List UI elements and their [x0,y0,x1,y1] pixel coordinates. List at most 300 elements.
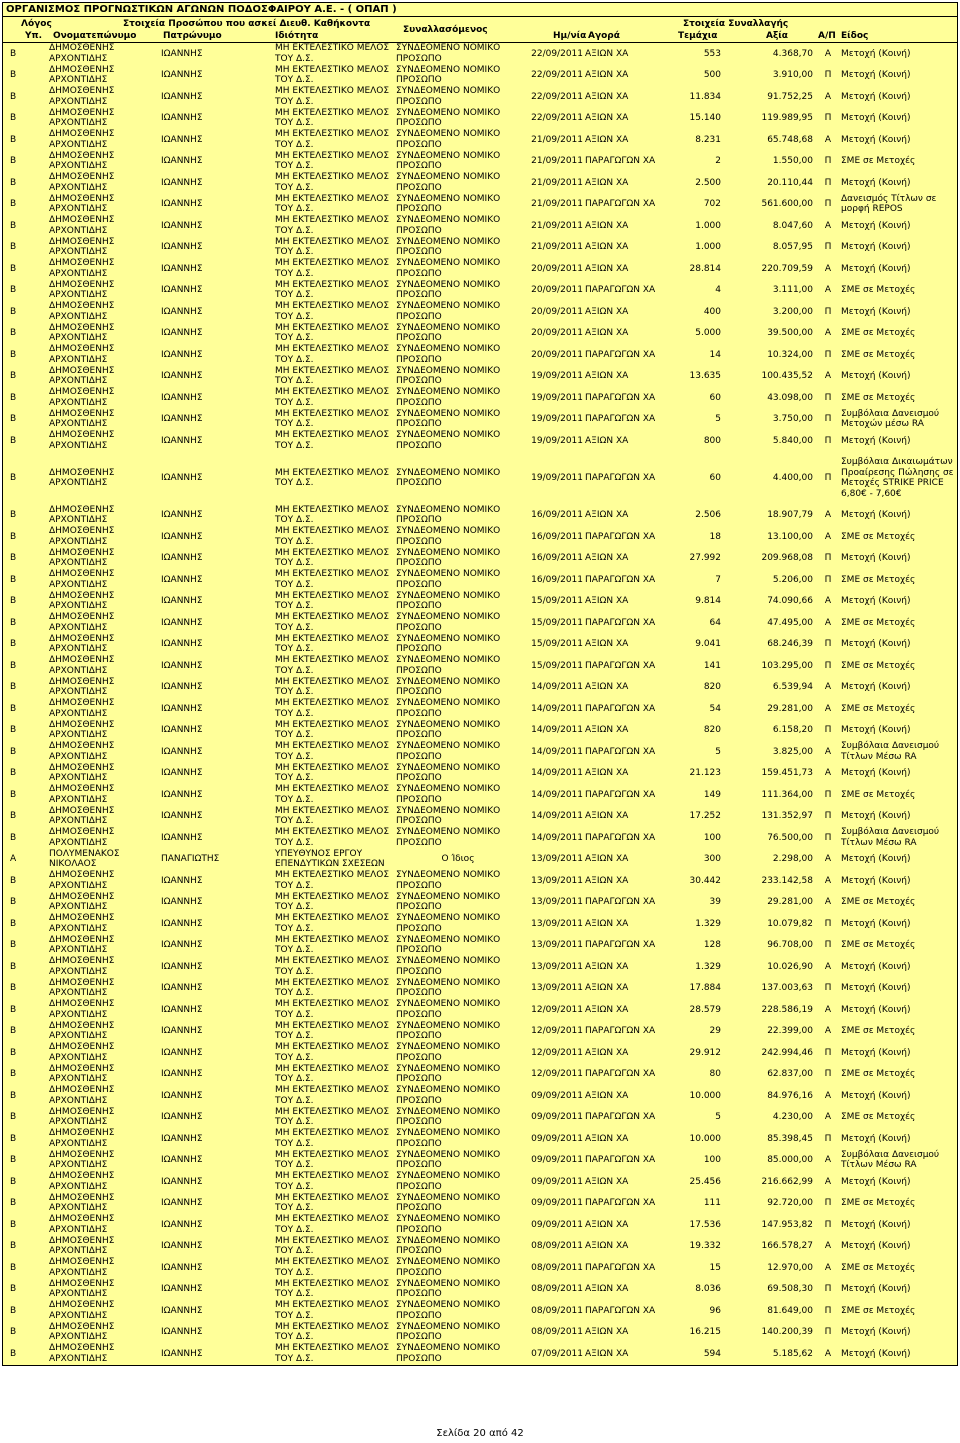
date-cell: 20/09/2011 [531,263,583,274]
value-cell: 561.600,00 [761,199,813,209]
buy-sell-cell: Π [824,1133,832,1144]
father-cell: ΙΩΑΝΝΗΣ [161,961,203,972]
name-cell: ΔΗΜΟΣΘΕΝΗΣ ΑΡΧΟΝΤΙΔΗΣ [49,741,115,762]
type-cell: Μετοχή (Κοινή) [841,875,911,886]
role-cell: ΜΗ ΕΚΤΕΛΕΣΤΙΚΟ ΜΕΛΟΣ ΤΟΥ Δ.Σ. [275,913,390,934]
table-row [2,452,958,505]
role-cell: ΜΗ ΕΚΤΕΛΕΣΤΙΚΟ ΜΕΛΟΣ ΤΟΥ Δ.Σ. [275,193,390,215]
reason-cell: Β [10,371,17,381]
buy-sell-cell: Π [824,113,832,123]
buy-sell-cell: Π [824,1047,832,1058]
date-cell: 09/09/2011 [531,1176,583,1187]
quantity-cell: 17.536 [689,1219,721,1230]
father-cell: ΙΩΑΝΝΗΣ [161,1155,203,1165]
quantity-cell: 27.992 [689,553,721,563]
market-cell: ΑΞΙΩΝ ΧΑ [585,918,629,929]
type-cell: Συμβόλαια Δανεισμού Τίτλων Μέσω RA [841,741,940,762]
name-cell: ΔΗΜΟΣΘΕΝΗΣ ΑΡΧΟΝΤΙΔΗΣ [49,913,115,934]
buy-sell-cell: Α [824,510,832,520]
father-cell: ΙΩΑΝΝΗΣ [161,91,203,102]
quantity-cell: 10.000 [689,1090,721,1101]
father-cell: ΙΩΑΝΝΗΣ [161,940,203,950]
value-cell: 3.200,00 [772,306,813,317]
table-row [2,430,958,452]
name-cell: ΔΗΜΟΣΘΕΝΗΣ ΑΡΧΟΝΤΙΔΗΣ [49,569,115,590]
header-stoixeia-synallagis: Στοιχεία Συναλλαγής [683,19,789,29]
quantity-cell: 2 [715,156,721,166]
buy-sell-cell: Π [824,1219,832,1230]
role-cell: ΜΗ ΕΚΤΕΛΕΣΤΙΚΟ ΜΕΛΟΣ ΤΟΥ Δ.Σ. [275,258,390,279]
quantity-cell: 5.000 [695,328,721,338]
name-cell: ΔΗΜΟΣΘΕΝΗΣ ΑΡΧΟΝΤΙΔΗΣ [49,1257,115,1278]
quantity-cell: 54 [709,703,721,714]
market-cell: ΑΞΙΩΝ ΧΑ [585,725,629,735]
buy-sell-cell: Α [824,596,832,606]
date-cell: 09/09/2011 [531,1155,583,1165]
type-cell: Μετοχή (Κοινή) [841,1004,911,1015]
role-cell: ΜΗ ΕΚΤΕΛΕΣΤΙΚΟ ΜΕΛΟΣ ΤΟΥ Δ.Σ. [275,1063,390,1085]
role-cell: ΜΗ ΕΚΤΕΛΕΣΤΙΚΟ ΜΕΛΟΣ ΤΟΥ Δ.Σ. [275,934,390,956]
table-row [2,1236,958,1258]
reason-cell: Β [10,660,17,671]
quantity-cell: 820 [703,725,721,735]
party-cell: ΣΥΝΔΕΟΜΕΝΟ ΝΟΜΙΚΟ ΠΡΟΣΩΠΟ [396,215,501,236]
buy-sell-cell: Π [824,1284,832,1294]
father-cell: ΙΩΑΝΝΗΣ [161,1112,203,1122]
quantity-cell: 5 [715,746,721,757]
market-cell: ΠΑΡΑΓΩΓΩΝ ΧΑ [585,617,656,628]
type-cell: Μετοχή (Κοινή) [841,1348,911,1359]
father-cell: ΙΩΑΝΝΗΣ [161,285,203,295]
name-cell: ΔΗΜΟΣΘΕΝΗΣ ΑΡΧΟΝΤΙΔΗΣ [49,387,115,408]
father-cell: ΙΩΑΝΝΗΣ [161,1198,203,1208]
father-cell: ΠΑΝΑΓΙΩΤΗΣ [161,854,220,864]
buy-sell-cell: Α [824,746,832,757]
father-cell: ΙΩΑΝΝΗΣ [161,156,203,166]
quantity-cell: 28.579 [689,1004,721,1015]
type-cell: ΣΜΕ σε Μετοχές [841,328,916,338]
date-cell: 07/09/2011 [531,1348,583,1359]
reason-cell: Β [10,811,17,821]
father-cell: ΙΩΑΝΝΗΣ [161,177,203,188]
table-row [2,172,958,194]
type-cell: Μετοχή (Κοινή) [841,242,911,252]
table-row [2,323,958,345]
value-cell: 65.748,68 [767,134,813,145]
father-cell: ΙΩΑΝΝΗΣ [161,510,203,520]
type-cell: ΣΜΕ σε Μετοχές [841,156,916,166]
date-cell: 21/09/2011 [531,134,583,145]
buy-sell-cell: Π [824,349,832,360]
value-cell: 96.708,00 [767,940,813,950]
date-cell: 21/09/2011 [531,177,583,188]
value-cell: 4.230,00 [772,1112,813,1122]
reason-cell: Β [10,1241,17,1251]
name-cell: ΔΗΜΟΣΘΕΝΗΣ ΑΡΧΟΝΤΙΔΗΣ [49,934,115,956]
buy-sell-cell: Π [824,639,832,649]
table-row [2,526,958,548]
name-cell: ΔΗΜΟΣΘΕΝΗΣ ΑΡΧΟΝΤΙΔΗΣ [49,612,115,633]
reason-cell: Β [10,113,17,123]
father-cell: ΙΩΑΝΝΗΣ [161,328,203,338]
date-cell: 14/09/2011 [531,682,583,692]
role-cell: ΥΠΕΥΘΥΝΟΣ ΕΡΓΟΥ ΕΠΕΝΔΥΤΙΚΩΝ ΣΧΕΣΕΩΝ [275,848,385,870]
buy-sell-cell: Π [824,242,832,252]
date-cell: 12/09/2011 [531,1047,583,1058]
party-cell: ΣΥΝΔΕΟΜΕΝΟ ΝΟΜΙΚΟ ΠΡΟΣΩΠΟ [396,676,501,698]
date-cell: 08/09/2011 [531,1284,583,1294]
date-cell: 12/09/2011 [531,1004,583,1015]
name-cell: ΔΗΜΟΣΘΕΝΗΣ ΑΡΧΟΝΤΙΔΗΣ [49,193,115,215]
market-cell: ΑΞΙΩΝ ΧΑ [585,1327,629,1337]
buy-sell-cell: Α [824,1004,832,1015]
party-cell: ΣΥΝΔΕΟΜΕΝΟ ΝΟΜΙΚΟ ΠΡΟΣΩΠΟ [396,387,501,408]
father-cell: ΙΩΑΝΝΗΣ [161,1262,203,1273]
type-cell: Μετοχή (Κοινή) [841,263,911,274]
party-cell: ΣΥΝΔΕΟΜΕΝΟ ΝΟΜΙΚΟ ΠΡΟΣΩΠΟ [396,805,501,827]
table-row [2,569,958,591]
role-cell: ΜΗ ΕΚΤΕΛΕΣΤΙΚΟ ΜΕΛΟΣ ΤΟΥ Δ.Σ. [275,676,390,698]
quantity-cell: 100 [703,832,721,843]
role-cell: ΜΗ ΕΚΤΕΛΕΣΤΙΚΟ ΜΕΛΟΣ ΤΟΥ Δ.Σ. [275,86,390,107]
party-cell: ΣΥΝΔΕΟΜΕΝΟ ΝΟΜΙΚΟ ΠΡΟΣΩΠΟ [396,913,501,934]
value-cell: 91.752,25 [767,91,813,102]
date-cell: 13/09/2011 [531,983,583,993]
quantity-cell: 29 [709,1026,721,1036]
party-cell: ΣΥΝΔΕΟΜΕΝΟ ΝΟΜΙΚΟ ΠΡΟΣΩΠΟ [396,741,501,762]
type-cell: Μετοχή (Κοινή) [841,510,911,520]
quantity-cell: 553 [703,48,721,59]
role-cell: ΜΗ ΕΚΤΕΛΕΣΤΙΚΟ ΜΕΛΟΣ ΤΟΥ Δ.Σ. [275,1192,390,1214]
buy-sell-cell: Π [824,1327,832,1337]
market-cell: ΑΞΙΩΝ ΧΑ [585,242,629,252]
buy-sell-cell: Π [824,553,832,563]
role-cell: ΜΗ ΕΚΤΕΛΕΣΤΙΚΟ ΜΕΛΟΣ ΤΟΥ Δ.Σ. [275,590,390,612]
buy-sell-cell: Α [824,1155,832,1165]
quantity-cell: 39 [709,897,721,907]
type-cell: Μετοχή (Κοινή) [841,1176,911,1187]
type-cell: Μετοχή (Κοινή) [841,70,911,80]
market-cell: ΠΑΡΑΓΩΓΩΝ ΧΑ [585,1262,656,1273]
party-cell: ΣΥΝΔΕΟΜΕΝΟ ΝΟΜΙΚΟ ΠΡΟΣΩΠΟ [396,365,501,387]
value-cell: 111.364,00 [761,789,813,800]
role-cell: ΜΗ ΕΚΤΕΛΕΣΤΙΚΟ ΜΕΛΟΣ ΤΟΥ Δ.Σ. [275,344,390,365]
reason-cell: Β [10,156,17,166]
reason-cell: Β [10,703,17,714]
table-row [2,784,958,806]
value-cell: 137.003,63 [761,983,813,993]
table-row [2,849,958,871]
date-cell: 08/09/2011 [531,1241,583,1251]
table-row [2,612,958,634]
table-row [2,258,958,280]
value-cell: 3.910,00 [772,70,813,80]
father-cell: ΙΩΑΝΝΗΣ [161,1069,203,1079]
party-cell: ΣΥΝΔΕΟΜΕΝΟ ΝΟΜΙΚΟ ΠΡΟΣΩΠΟ [396,236,501,258]
table-header [2,17,958,43]
role-cell: ΜΗ ΕΚΤΕΛΕΣΤΙΚΟ ΜΕΛΟΣ ΤΟΥ Δ.Σ. [275,547,390,569]
role-cell: ΜΗ ΕΚΤΕΛΕΣΤΙΚΟ ΜΕΛΟΣ ΤΟΥ Δ.Σ. [275,569,390,590]
table-row [2,366,958,388]
date-cell: 08/09/2011 [531,1262,583,1273]
market-cell: ΑΞΙΩΝ ΧΑ [585,811,629,821]
date-cell: 14/09/2011 [531,832,583,843]
date-cell: 14/09/2011 [531,746,583,757]
table-row [2,280,958,302]
role-cell: ΜΗ ΕΚΤΕΛΕΣΤΙΚΟ ΜΕΛΟΣ ΤΟΥ Δ.Σ. [275,1106,390,1128]
type-cell: Μετοχή (Κοινή) [841,1133,911,1144]
value-cell: 20.110,44 [767,177,813,188]
father-cell: ΙΩΑΝΝΗΣ [161,639,203,649]
reason-cell: Β [10,1112,17,1122]
reason-cell: Β [10,414,17,424]
role-cell: ΜΗ ΕΚΤΕΛΕΣΤΙΚΟ ΜΕΛΟΣ ΤΟΥ Δ.Σ. [275,891,390,913]
party-cell: ΣΥΝΔΕΟΜΕΝΟ ΝΟΜΙΚΟ ΠΡΟΣΩΠΟ [396,1300,501,1321]
value-cell: 4.400,00 [772,472,813,483]
market-cell: ΠΑΡΑΓΩΓΩΝ ΧΑ [585,660,656,671]
party-cell: ΣΥΝΔΕΟΜΕΝΟ ΝΟΜΙΚΟ ΠΡΟΣΩΠΟ [396,64,501,86]
role-cell: ΜΗ ΕΚΤΕΛΕΣΤΙΚΟ ΜΕΛΟΣ ΤΟΥ Δ.Σ. [275,655,390,676]
reason-cell: Β [10,220,17,231]
type-cell: ΣΜΕ σε Μετοχές [841,897,916,907]
table-row [2,215,958,237]
name-cell: ΔΗΜΟΣΘΕΝΗΣ ΑΡΧΟΝΤΙΔΗΣ [49,870,115,891]
table-row [2,1171,958,1193]
buy-sell-cell: Π [824,832,832,843]
name-cell: ΔΗΜΟΣΘΕΝΗΣ ΑΡΧΟΝΤΙΔΗΣ [49,1042,115,1063]
name-cell: ΔΗΜΟΣΘΕΝΗΣ ΑΡΧΟΝΤΙΔΗΣ [49,590,115,612]
reason-cell: Β [10,682,17,692]
buy-sell-cell: Π [824,918,832,929]
date-cell: 09/09/2011 [531,1219,583,1230]
buy-sell-cell: Α [824,531,832,542]
name-cell: ΔΗΜΟΣΘΕΝΗΣ ΑΡΧΟΝΤΙΔΗΣ [49,1214,115,1235]
value-cell: 3.825,00 [772,746,813,757]
date-cell: 20/09/2011 [531,306,583,317]
father-cell: ΙΩΑΝΝΗΣ [161,746,203,757]
buy-sell-cell: Α [824,875,832,886]
header-eidos: Είδος [841,31,869,41]
type-cell: Μετοχή (Κοινή) [841,91,911,102]
quantity-cell: 17.884 [689,983,721,993]
date-cell: 20/09/2011 [531,349,583,360]
type-cell: ΣΜΕ σε Μετοχές [841,349,916,360]
table-row [2,677,958,699]
date-cell: 21/09/2011 [531,242,583,252]
father-cell: ΙΩΑΝΝΗΣ [161,875,203,886]
header-synallassomenos: Συναλλασόμενος [403,25,488,35]
market-cell: ΠΑΡΑΓΩΓΩΝ ΧΑ [585,199,656,209]
reason-cell: Β [10,789,17,800]
quantity-cell: 8.036 [695,1284,721,1294]
table-row [2,86,958,108]
header-idiotita: Ιδιότητα [275,31,319,41]
quantity-cell: 400 [703,306,721,317]
father-cell: ΙΩΑΝΝΗΣ [161,660,203,671]
reason-cell: Β [10,531,17,542]
reason-cell: Β [10,1090,17,1101]
value-cell: 84.976,16 [767,1090,813,1101]
value-cell: 29.281,00 [767,703,813,714]
table-row [2,591,958,613]
table-row [2,1128,958,1150]
header-agora: Αγορά [588,31,620,41]
type-cell: Συμβόλαια Δανεισμού Τίτλων Μέσω RA [841,827,940,848]
buy-sell-cell: Π [824,70,832,80]
reason-cell: Β [10,746,17,757]
name-cell: ΔΗΜΟΣΘΕΝΗΣ ΑΡΧΟΝΤΙΔΗΣ [49,236,115,258]
name-cell: ΔΗΜΟΣΘΕΝΗΣ ΑΡΧΟΝΤΙΔΗΣ [49,655,115,676]
party-cell: ΣΥΝΔΕΟΜΕΝΟ ΝΟΜΙΚΟ ΠΡΟΣΩΠΟ [396,891,501,913]
role-cell: ΜΗ ΕΚΤΕΛΕΣΤΙΚΟ ΜΕΛΟΣ ΤΟΥ Δ.Σ. [275,956,390,977]
value-cell: 76.500,00 [767,832,813,843]
type-cell: Μετοχή (Κοινή) [841,1284,911,1294]
party-cell: ΣΥΝΔΕΟΜΕΝΟ ΝΟΜΙΚΟ ΠΡΟΣΩΠΟ [396,655,501,676]
name-cell: ΔΗΜΟΣΘΕΝΗΣ ΑΡΧΟΝΤΙΔΗΣ [49,1321,115,1343]
buy-sell-cell: Α [824,1262,832,1273]
role-cell: ΜΗ ΕΚΤΕΛΕΣΤΙΚΟ ΜΕΛΟΣ ΤΟΥ Δ.Σ. [275,107,390,129]
type-cell: Μετοχή (Κοινή) [841,435,911,446]
quantity-cell: 702 [703,199,721,209]
role-cell: ΜΗ ΕΚΤΕΛΕΣΤΙΚΟ ΜΕΛΟΣ ΤΟΥ Δ.Σ. [275,1020,390,1042]
role-cell: ΜΗ ΕΚΤΕΛΕΣΤΙΚΟ ΜΕΛΟΣ ΤΟΥ Δ.Σ. [275,504,390,526]
quantity-cell: 15 [709,1262,721,1273]
table-row [2,1064,958,1086]
quantity-cell: 594 [703,1348,721,1359]
name-cell: ΔΗΜΟΣΘΕΝΗΣ ΑΡΧΟΝΤΙΔΗΣ [49,719,115,741]
type-cell: ΣΜΕ σε Μετοχές [841,574,916,585]
name-cell: ΔΗΜΟΣΘΕΝΗΣ ΑΡΧΟΝΤΙΔΗΣ [49,301,115,322]
quantity-cell: 96 [709,1305,721,1316]
party-cell: ΣΥΝΔΕΟΜΕΝΟ ΝΟΜΙΚΟ ΠΡΟΣΩΠΟ [396,1257,501,1278]
date-cell: 14/09/2011 [531,725,583,735]
buy-sell-cell: Π [824,392,832,403]
value-cell: 5.185,62 [772,1348,813,1359]
reason-cell: Β [10,48,17,59]
date-cell: 09/09/2011 [531,1133,583,1144]
role-cell: ΜΗ ΕΚΤΕΛΕΣΤΙΚΟ ΜΕΛΟΣ ΤΟΥ Δ.Σ. [275,784,390,805]
party-cell: ΣΥΝΔΕΟΜΕΝΟ ΝΟΜΙΚΟ ΠΡΟΣΩΠΟ [396,193,501,215]
quantity-cell: 28.814 [689,263,721,274]
table-row [2,1343,958,1365]
page-footer: Σελίδα 20 από 42 [436,1428,524,1439]
party-cell: ΣΥΝΔΕΟΜΕΝΟ ΝΟΜΙΚΟ ΠΡΟΣΩΠΟ [396,590,501,612]
value-cell: 6.158,20 [772,725,813,735]
quantity-cell: 141 [703,660,721,671]
role-cell: ΜΗ ΕΚΤΕΛΕΣΤΙΚΟ ΜΕΛΟΣ ΤΟΥ Δ.Σ. [275,999,390,1020]
reason-cell: Β [10,961,17,972]
header-temaxia: Τεμάχια [678,31,718,41]
market-cell: ΑΞΙΩΝ ΧΑ [585,875,629,886]
party-cell: ΣΥΝΔΕΟΜΕΝΟ ΝΟΜΙΚΟ ΠΡΟΣΩΠΟ [396,1063,501,1085]
value-cell: 2.298,00 [772,854,813,864]
name-cell: ΔΗΜΟΣΘΕΝΗΣ ΑΡΧΟΝΤΙΔΗΣ [49,129,115,150]
reason-cell: Β [10,70,17,80]
header-yp: Υπ. [25,31,43,41]
reason-cell: Β [10,1176,17,1187]
role-cell: ΜΗ ΕΚΤΕΛΕΣΤΙΚΟ ΜΕΛΟΣ ΤΟΥ Δ.Σ. [275,43,390,64]
value-cell: 12.970,00 [767,1262,813,1273]
party-cell: ΣΥΝΔΕΟΜΕΝΟ ΝΟΜΙΚΟ ΠΡΟΣΩΠΟ [396,1235,501,1257]
table-row [2,1150,958,1172]
type-cell: Μετοχή (Κοινή) [841,961,911,972]
market-cell: ΑΞΙΩΝ ΧΑ [585,263,629,274]
role-cell: ΜΗ ΕΚΤΕΛΕΣΤΙΚΟ ΜΕΛΟΣ ΤΟΥ Δ.Σ. [275,612,390,633]
quantity-cell: 64 [709,617,721,628]
type-cell: Μετοχή (Κοινή) [841,639,911,649]
value-cell: 1.550,00 [772,156,813,166]
father-cell: ΙΩΑΝΝΗΣ [161,531,203,542]
table-row [2,999,958,1021]
role-cell: ΜΗ ΕΚΤΕΛΕΣΤΙΚΟ ΜΕΛΟΣ ΤΟΥ Δ.Σ. [275,1257,390,1278]
buy-sell-cell: Π [824,472,832,483]
reason-cell: Α [10,854,17,864]
party-cell: ΣΥΝΔΕΟΜΕΝΟ ΝΟΜΙΚΟ ΠΡΟΣΩΠΟ [396,1278,501,1300]
value-cell: 13.100,00 [767,531,813,542]
quantity-cell: 2.500 [695,177,721,188]
quantity-cell: 13.635 [689,371,721,381]
type-cell: ΣΜΕ σε Μετοχές [841,392,916,403]
party-cell: ΣΥΝΔΕΟΜΕΝΟ ΝΟΜΙΚΟ ΠΡΟΣΩΠΟ [396,569,501,590]
party-cell: ΣΥΝΔΕΟΜΕΝΟ ΝΟΜΙΚΟ ΠΡΟΣΩΠΟ [396,129,501,150]
role-cell: ΜΗ ΕΚΤΕΛΕΣΤΙΚΟ ΜΕΛΟΣ ΤΟΥ Δ.Σ. [275,322,390,344]
value-cell: 68.246,39 [767,639,813,649]
reason-cell: Β [10,553,17,563]
party-cell: ΣΥΝΔΕΟΜΕΝΟ ΝΟΜΙΚΟ ΠΡΟΣΩΠΟ [396,784,501,805]
market-cell: ΠΑΡΑΓΩΓΩΝ ΧΑ [585,1155,656,1165]
quantity-cell: 11.834 [689,91,721,102]
date-cell: 20/09/2011 [531,328,583,338]
reason-cell: Β [10,1026,17,1036]
role-cell: ΜΗ ΕΚΤΕΛΕΣΤΙΚΟ ΜΕΛΟΣ ΤΟΥ Δ.Σ. [275,408,390,430]
name-cell: ΔΗΜΟΣΘΕΝΗΣ ΑΡΧΟΝΤΙΔΗΣ [49,1085,115,1106]
market-cell: ΑΞΙΩΝ ΧΑ [585,682,629,692]
reason-cell: Β [10,328,17,338]
role-cell: ΜΗ ΕΚΤΕΛΕΣΤΙΚΟ ΜΕΛΟΣ ΤΟΥ Δ.Σ. [275,387,390,408]
table-row [2,387,958,409]
buy-sell-cell: Α [824,703,832,714]
name-cell: ΠΟΛΥΜΕΝΑΚΟΣ ΝΙΚΟΛΑΟΣ [49,848,120,870]
value-cell: 140.200,39 [761,1327,813,1337]
father-cell: ΙΩΑΝΝΗΣ [161,617,203,628]
type-cell: Μετοχή (Κοινή) [841,725,911,735]
role-cell: ΜΗ ΕΚΤΕΛΕΣΤΙΚΟ ΜΕΛΟΣ ΤΟΥ Δ.Σ. [275,1278,390,1300]
father-cell: ΙΩΑΝΝΗΣ [161,553,203,563]
reason-cell: Β [10,91,17,102]
reason-cell: Β [10,940,17,950]
table-row [2,1021,958,1043]
date-cell: 13/09/2011 [531,918,583,929]
role-cell: ΜΗ ΕΚΤΕΛΕΣΤΙΚΟ ΜΕΛΟΣ ΤΟΥ Δ.Σ. [275,1128,390,1149]
buy-sell-cell: Α [824,263,832,274]
value-cell: 8.047,60 [772,220,813,231]
quantity-cell: 18 [709,531,721,542]
type-cell: Μετοχή (Κοινή) [841,1047,911,1058]
reason-cell: Β [10,725,17,735]
date-cell: 19/09/2011 [531,472,583,483]
father-cell: ΙΩΑΝΝΗΣ [161,263,203,274]
father-cell: ΙΩΑΝΝΗΣ [161,220,203,231]
buy-sell-cell: Π [824,177,832,188]
market-cell: ΑΞΙΩΝ ΧΑ [585,1241,629,1251]
party-cell: ΣΥΝΔΕΟΜΕΝΟ ΝΟΜΙΚΟ ΠΡΟΣΩΠΟ [396,1149,501,1171]
role-cell: ΜΗ ΕΚΤΕΛΕΣΤΙΚΟ ΜΕΛΟΣ ΤΟΥ Δ.Σ. [275,279,390,301]
value-cell: 10.079,82 [767,918,813,929]
table-row [2,1257,958,1279]
buy-sell-cell: Α [824,1090,832,1101]
quantity-cell: 9.814 [695,596,721,606]
reason-cell: Β [10,435,17,446]
